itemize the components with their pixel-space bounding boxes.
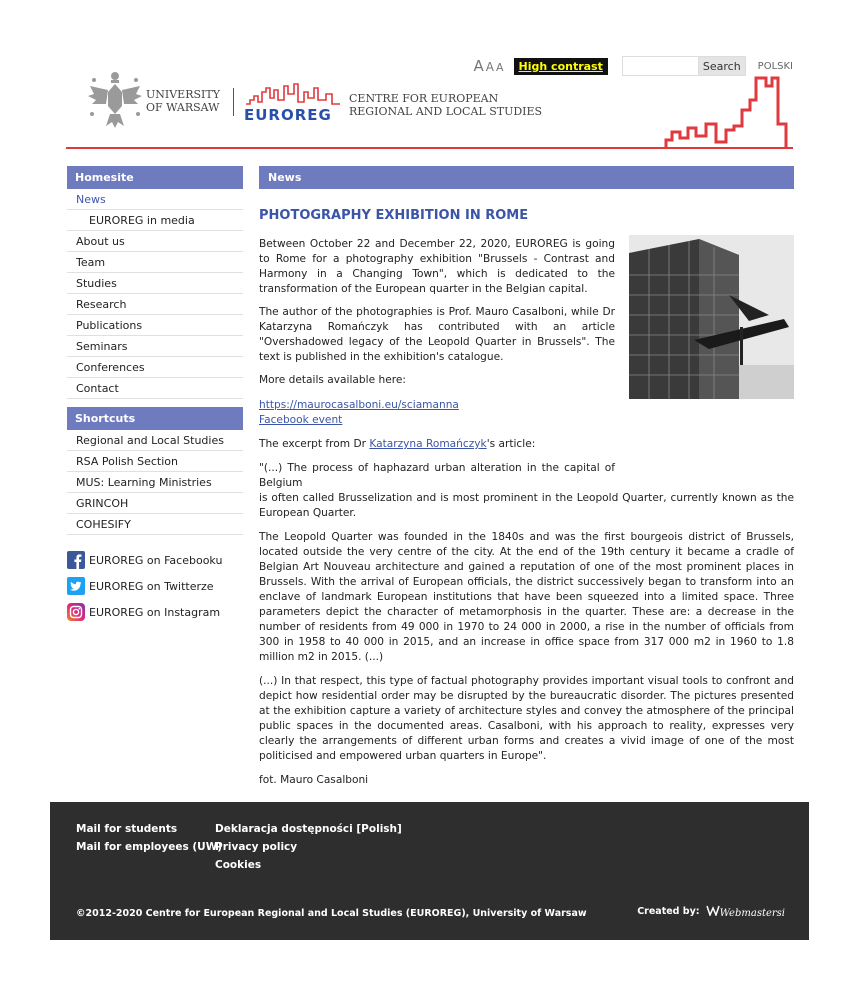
footer-privacy-link[interactable]: Privacy policy [215,841,298,853]
sidebar-homesite-heading[interactable]: Homesite [67,166,243,189]
font-size-medium[interactable]: A [485,60,494,74]
sidebar-item-studies[interactable]: Studies [67,273,243,294]
shortcut-regional-local-studies[interactable]: Regional and Local Studies [67,430,243,451]
footer-mail-employees-link[interactable]: Mail for employees (UW) [76,841,223,853]
footer-accessibility-link[interactable]: Deklaracja dostępności [Polish] [215,823,402,835]
social-instagram-link[interactable] [67,599,243,625]
copyright-text: ©2012-2020 Centre for European Regional and Local Studies (EUROREG), University of Warsaw [76,908,587,919]
casalboni-website-link[interactable]: https://maurocasalboni.eu/sciamanna [259,399,459,411]
article-paragraph-2: The author of the photographies is Prof. Mauro Casalboni, while Dr Katarzyna Romańczyk has contributed with an article "Overshadowed legacy of the Leopold Quarter in Brussels". The text is published in the exhibition's catalogue. [259,306,615,363]
created-by-label: Created by: [637,906,700,917]
uw-line1: UNIVERSITY [146,88,220,101]
excerpt-intro [259,437,794,452]
sidebar [67,166,243,625]
centre-line1: CENTRE FOR EUROPEAN [349,92,499,105]
social-instagram-label: EUROREG on Instagram [89,605,221,619]
centre-name [349,92,542,118]
university-eagle-logo[interactable] [86,70,144,132]
facebook-event-link[interactable]: Facebook event [259,414,343,426]
shortcut-rsa-polish-section[interactable]: RSA Polish Section [67,451,243,472]
university-name[interactable] [146,88,220,114]
quote-rest: is often called Brusselization and is most prominent in the Leopold Quarter, currently known as the European Quarter. [259,492,794,519]
high-contrast-button[interactable]: High contrast [514,58,608,75]
sidebar-item-euroreg-in-media[interactable]: EUROREG in media [67,210,243,231]
sidebar-item-contact[interactable]: Contact [67,378,243,399]
external-links [259,398,794,428]
twitter-icon [67,577,85,595]
footer-column-mail [76,820,222,856]
search-input[interactable] [622,56,698,76]
quote-line-1: "(...) The process of haphazard urban alteration in the capital of Belgium [259,462,615,489]
social-facebook-link[interactable] [67,547,243,573]
search-button[interactable]: Search [698,56,746,76]
sidebar-nav [67,189,243,399]
shortcut-cohesify[interactable]: COHESIFY [67,514,243,535]
site-footer [50,802,809,940]
language-switch[interactable]: POLSKI [757,60,793,72]
page [50,48,809,940]
quote-paragraph [259,461,794,521]
sidebar-item-seminars[interactable]: Seminars [67,336,243,357]
utility-bar [474,56,793,76]
social-facebook-label: EUROREG on Facebooku [89,553,223,567]
sidebar-shortcuts-heading: Shortcuts [67,407,243,430]
social-twitter-link[interactable] [67,573,243,599]
logo-divider [233,88,234,116]
social-links [67,547,243,625]
article-title: PHOTOGRAPHY EXHIBITION IN ROME [259,208,529,223]
shortcuts-list [67,430,243,535]
sidebar-item-team[interactable]: Team [67,252,243,273]
webmasters-logo[interactable] [706,904,785,919]
sidebar-item-research[interactable]: Research [67,294,243,315]
article-paragraph-4: (...) In that respect, this type of factual photography provides important visual tools to confront and depict how residential order may be disrupted by the bureaucratic disorder. The pictures presented at the exhibition capture a variety of architecture styles and convey the atmosphere of the principal public spaces in the documented areas. Casalboni, with his approach to reality, expresses very clearly the arrangements of different urban forms and creates a vivid image of one of the most politicised and empowered urban quarters in Europe". [259,675,794,762]
site-header [66,66,793,148]
instagram-icon [67,603,85,621]
webmasters-label: Webmastersi [719,908,785,919]
centre-line2: REGIONAL AND LOCAL STUDIES [349,105,543,118]
main-content [259,166,794,788]
footer-column-policies [215,820,402,874]
sidebar-item-about-us[interactable]: About us [67,231,243,252]
sidebar-item-publications[interactable]: Publications [67,315,243,336]
excerpt-suffix: 's article: [486,438,536,450]
social-twitter-label: EUROREG on Twitterze [89,579,214,593]
font-size-large[interactable]: A [473,57,484,75]
shortcut-mus-learning-ministries[interactable]: MUS: Learning Ministries [67,472,243,493]
article-paragraph-1: Between October 22 and December 22, 2020, EUROREG is going to Rome for a photography exhibition "Brussels - Contrast and Harmony in a Changing Town", which is dedicated to the transformation of the European quarter in the Belgian capital. [259,238,615,295]
article-paragraph-3: The Leopold Quarter was founded in the 1840s and was the first bourgeois district of Brussels, located outside the very centre of the city. At the end of the 19th century it became a cradle of Belgian Art Nouveau architecture and gained a reputation of one of the most prominent places in Brussels. With the arrival of European officials, the district successively began to transform into an enclave of landmark European institutions that have been squeezed into a limited space. Three parameters depict the character of metamorphosis in the quarter. These are: a decrease in the number of residents from 49 000 in 1970 to 24 000 in 2000, a rise in the number of officials from 300 in 1958 to 40 000 in 2015, and an increase in office space from 317 000 m2 in 1960 to 1.8 million m2 in 2015. (...) [259,531,794,663]
uw-line2: OF WARSAW [146,101,220,114]
sidebar-item-news[interactable]: News [67,189,243,210]
footer-mail-students-link[interactable]: Mail for students [76,823,178,835]
photo-credit: fot. Mauro Casalboni [259,774,369,786]
sidebar-item-conferences[interactable]: Conferences [67,357,243,378]
footer-cookies-link[interactable]: Cookies [215,859,262,871]
webmasters-w-icon [706,904,720,916]
excerpt-prefix: The excerpt from Dr [259,438,370,450]
euroreg-wordmark[interactable]: EUROREG [244,106,332,124]
author-link[interactable]: Katarzyna Romańczyk [369,438,487,450]
shortcut-grincoh[interactable]: GRINCOH [67,493,243,514]
created-by [637,904,785,919]
facebook-icon [67,551,85,569]
search-box [622,56,746,76]
article-photo[interactable] [629,235,794,399]
more-details-label: More details available here: [259,374,406,386]
font-size-small[interactable]: A [496,61,504,74]
section-heading: News [259,166,794,189]
font-size-controls [474,57,506,75]
